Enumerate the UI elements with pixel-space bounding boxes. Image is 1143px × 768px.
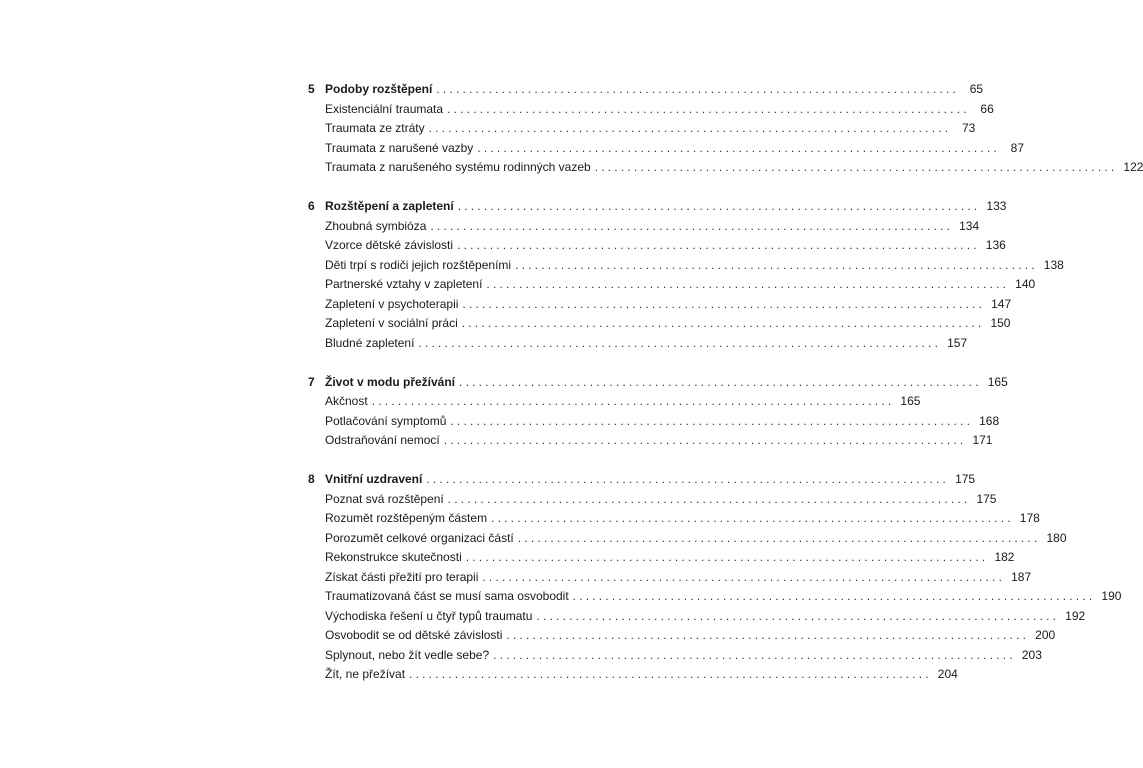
- section-entry: [308, 626, 1056, 646]
- dot-leader: ................................................................................: [465, 550, 989, 564]
- section-title: Získat části přežití pro terapii: [325, 569, 479, 584]
- chapter-heading: [308, 197, 1007, 217]
- page-number: 136: [985, 238, 1006, 252]
- dot-leader: ................................................................................: [491, 511, 1014, 525]
- dot-leader: ................................................................................: [371, 394, 895, 408]
- page-number: 165: [900, 394, 921, 408]
- section-entry: [308, 568, 1032, 588]
- section-title: Osvobodit se od dětské závislosti: [325, 628, 503, 642]
- section-entry: [308, 529, 1067, 549]
- section-title: Děti trpí s rodiči jejich rozštěpeními: [325, 257, 512, 272]
- page-number: 204: [937, 667, 958, 681]
- dot-leader: ................................................................................: [482, 569, 1006, 584]
- section-title: Bludné zapletení: [325, 335, 415, 350]
- section-title: Splynout, nebo žít vedle sebe?: [325, 647, 490, 662]
- chapter-title: Podoby rozštěpení: [325, 82, 433, 96]
- section-entry: [308, 646, 1042, 666]
- section-entry: [308, 314, 1011, 334]
- section-entry: [308, 139, 1025, 159]
- dot-leader: ................................................................................: [409, 667, 932, 681]
- section-entry: [308, 158, 1143, 178]
- table-of-contents: [308, 80, 1143, 704]
- page-number: 175: [955, 472, 976, 486]
- dot-leader: ................................................................................: [462, 296, 986, 311]
- section-entry: [308, 509, 1040, 529]
- section-title: Východiska řešení u čtyř typů traumatu: [325, 608, 533, 623]
- section-entry: [308, 431, 993, 451]
- section-title: Traumata z narušeného systému rodinných vazeb: [325, 160, 591, 174]
- dot-leader: ................................................................................: [459, 374, 982, 389]
- dot-leader: ................................................................................: [477, 140, 1001, 155]
- section-entry: [308, 119, 976, 139]
- section-entry: [308, 334, 968, 354]
- chapter-number: 7: [308, 374, 315, 389]
- section-title: Potlačování symptomů: [325, 413, 447, 428]
- dot-leader: ................................................................................: [447, 491, 971, 506]
- page-number: 165: [987, 374, 1008, 389]
- dot-leader: ................................................................................: [428, 121, 952, 135]
- chapter-number: 8: [308, 472, 315, 486]
- dot-leader: ................................................................................: [457, 238, 980, 252]
- section-title: Akčnost: [325, 394, 368, 408]
- chapter-8: [308, 470, 1122, 685]
- dot-leader: ................................................................................: [430, 218, 954, 233]
- section-entry: [308, 236, 1006, 256]
- section-entry: [308, 607, 1086, 627]
- section-title: Rekonstrukce skutečnosti: [325, 550, 462, 564]
- dot-leader: ................................................................................: [594, 160, 1118, 174]
- section-entry: [308, 412, 1000, 432]
- page-number: 187: [1011, 569, 1032, 584]
- section-title: Traumata ze ztráty: [325, 121, 425, 135]
- chapter-7: [308, 373, 1008, 451]
- chapter-5: [308, 80, 1143, 178]
- section-title: Existenciální traumata: [325, 101, 444, 116]
- page-number: 182: [994, 550, 1015, 564]
- chapter-heading: [308, 470, 976, 490]
- chapter-number: 6: [308, 199, 315, 213]
- section-title: Vzorce dětské závislosti: [325, 238, 454, 252]
- page-number: 73: [961, 121, 976, 135]
- chapter-title: Život v modu přežívání: [325, 374, 456, 389]
- dot-leader: ................................................................................: [418, 335, 942, 350]
- chapter-heading: [308, 373, 1008, 393]
- section-entry: [308, 275, 1036, 295]
- section-entry: [308, 295, 1012, 315]
- page-number: 150: [990, 316, 1011, 330]
- dot-leader: ................................................................................: [517, 530, 1041, 545]
- section-title: Traumatizovaná část se musí sama osvobodit: [325, 589, 569, 603]
- section-title: Partnerské vztahy v zapletení: [325, 277, 483, 291]
- section-title: Zhoubná symbióza: [325, 218, 427, 233]
- page-number: 66: [980, 101, 994, 116]
- section-title: Poznat svá rozštěpení: [325, 491, 444, 506]
- dot-leader: ................................................................................: [450, 413, 974, 428]
- page-number: 200: [1035, 628, 1056, 642]
- section-entry: [308, 490, 997, 510]
- page-number: 178: [1019, 511, 1040, 525]
- page-number: 133: [986, 199, 1007, 213]
- page-number: 122: [1123, 160, 1143, 174]
- section-title: Porozumět celkové organizaci částí: [325, 530, 514, 545]
- page-number: 190: [1101, 589, 1122, 603]
- chapter-heading: [308, 80, 984, 100]
- chapter-title: Vnitřní uzdravení: [325, 472, 423, 486]
- section-entry: [308, 587, 1122, 607]
- chapter-6: [308, 197, 1064, 353]
- dot-leader: ................................................................................: [447, 101, 970, 116]
- page-number: 65: [969, 82, 984, 96]
- dot-leader: ................................................................................: [426, 472, 950, 486]
- dot-leader: ................................................................................: [536, 608, 1060, 623]
- section-entry: [308, 548, 1015, 568]
- section-title: Odstraňování nemocí: [325, 433, 440, 447]
- section-entry: [308, 100, 994, 120]
- page-number: 87: [1010, 140, 1025, 155]
- page-number: 134: [959, 218, 980, 233]
- section-title: Žít, ne přežívat: [325, 667, 406, 681]
- dot-leader: ................................................................................: [461, 316, 985, 330]
- page-number: 147: [991, 296, 1012, 311]
- page-number: 203: [1021, 647, 1042, 662]
- dot-leader: ................................................................................: [572, 589, 1096, 603]
- dot-leader: ................................................................................: [506, 628, 1030, 642]
- dot-leader: ................................................................................: [486, 277, 1010, 291]
- section-title: Zapletení v sociální práci: [325, 316, 458, 330]
- dot-leader: ................................................................................: [457, 199, 981, 213]
- dot-leader: ................................................................................: [515, 257, 1038, 272]
- section-entry: [308, 392, 921, 412]
- section-entry: [308, 217, 980, 237]
- section-entry: [308, 665, 958, 685]
- page-number: 180: [1046, 530, 1067, 545]
- section-title: Rozumět rozštěpeným částem: [325, 511, 488, 525]
- dot-leader: ................................................................................: [443, 433, 967, 447]
- chapter-number: 5: [308, 82, 315, 96]
- section-title: Traumata z narušené vazby: [325, 140, 474, 155]
- section-entry: [308, 256, 1064, 276]
- dot-leader: ................................................................................: [436, 82, 960, 96]
- chapter-title: Rozštěpení a zapletení: [325, 199, 454, 213]
- page-number: 138: [1043, 257, 1064, 272]
- page-number: 157: [947, 335, 968, 350]
- section-title: Zapletení v psychoterapii: [325, 296, 459, 311]
- page-number: 171: [972, 433, 993, 447]
- page-number: 175: [976, 491, 997, 506]
- dot-leader: ................................................................................: [493, 647, 1016, 662]
- page-number: 168: [979, 413, 1000, 428]
- page-number: 192: [1065, 608, 1086, 623]
- page-number: 140: [1015, 277, 1036, 291]
